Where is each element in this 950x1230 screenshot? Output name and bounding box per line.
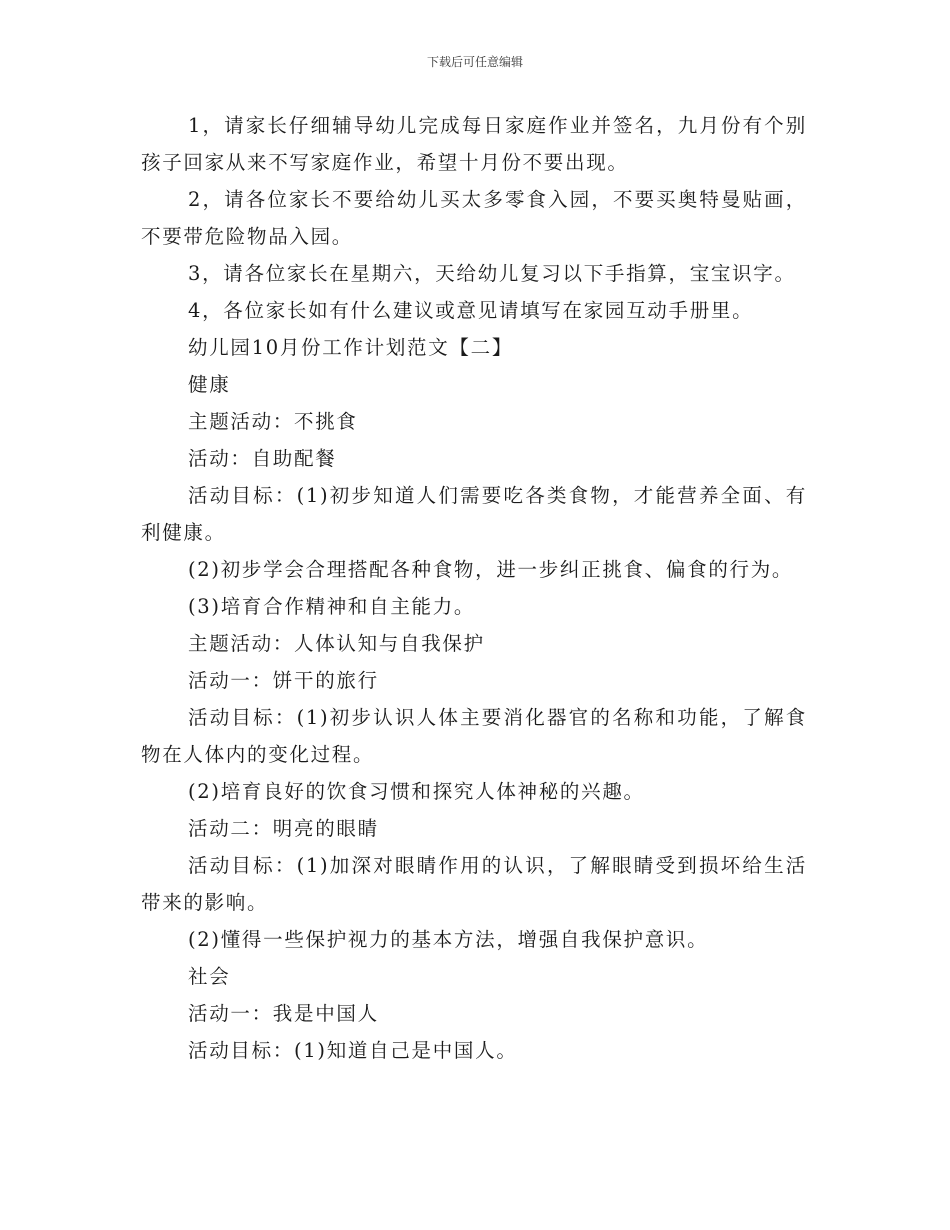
section-title: 幼儿园10月份工作计划范文【二】 — [188, 336, 514, 359]
paragraph: 主题活动：不挑食 — [188, 410, 358, 433]
paragraph: 活动目标：(1)初步认识人体主要消化器官的名称和功能，了解食物在人体内的变化过程。 — [141, 706, 807, 766]
paragraph: 1，请家长仔细辅导幼儿完成每日家庭作业并签名，九月份有个别孩子回家从来不写家庭作业，希望十月份不要出现。 — [141, 114, 807, 174]
paragraph: 4，各位家长如有什么建议或意见请填写在家园互动手册里。 — [188, 299, 754, 322]
paragraph: 主题活动：人体认知与自我保护 — [188, 632, 485, 655]
paragraph: (3)培育合作精神和自主能力。 — [188, 595, 476, 618]
paragraph: 3，请各位家长在星期六，天给幼儿复习以下手指算，宝宝识字。 — [188, 262, 796, 285]
paragraph: (2)初步学会合理搭配各种食物，进一步纠正挑食、偏食的行为。 — [188, 558, 794, 581]
paragraph: 活动一：我是中国人 — [188, 1002, 379, 1025]
subsection-heading: 社会 — [188, 965, 231, 988]
document-body — [141, 107, 807, 1069]
paragraph: 活动目标：(1)知道自己是中国人。 — [188, 1039, 518, 1062]
paragraph: 活动：自助配餐 — [188, 447, 337, 470]
page-header-note: 下载后可任意编辑 — [426, 55, 523, 69]
paragraph: 活动目标：(1)初步知道人们需要吃各类食物，才能营养全面、有利健康。 — [141, 484, 807, 544]
paragraph: 活动二：明亮的眼睛 — [188, 817, 379, 840]
paragraph: 活动一：饼干的旅行 — [188, 669, 379, 692]
paragraph: (2)培育良好的饮食习惯和探究人体神秘的兴趣。 — [188, 780, 645, 803]
paragraph: (2)懂得一些保护视力的基本方法，增强自我保护意识。 — [188, 928, 709, 951]
subsection-heading: 健康 — [188, 373, 231, 396]
paragraph: 2，请各位家长不要给幼儿买太多零食入园，不要买奥特曼贴画，不要带危险物品入园。 — [141, 188, 807, 248]
paragraph: 活动目标：(1)加深对眼睛作用的认识，了解眼睛受到损坏给生活带来的影响。 — [141, 854, 807, 914]
